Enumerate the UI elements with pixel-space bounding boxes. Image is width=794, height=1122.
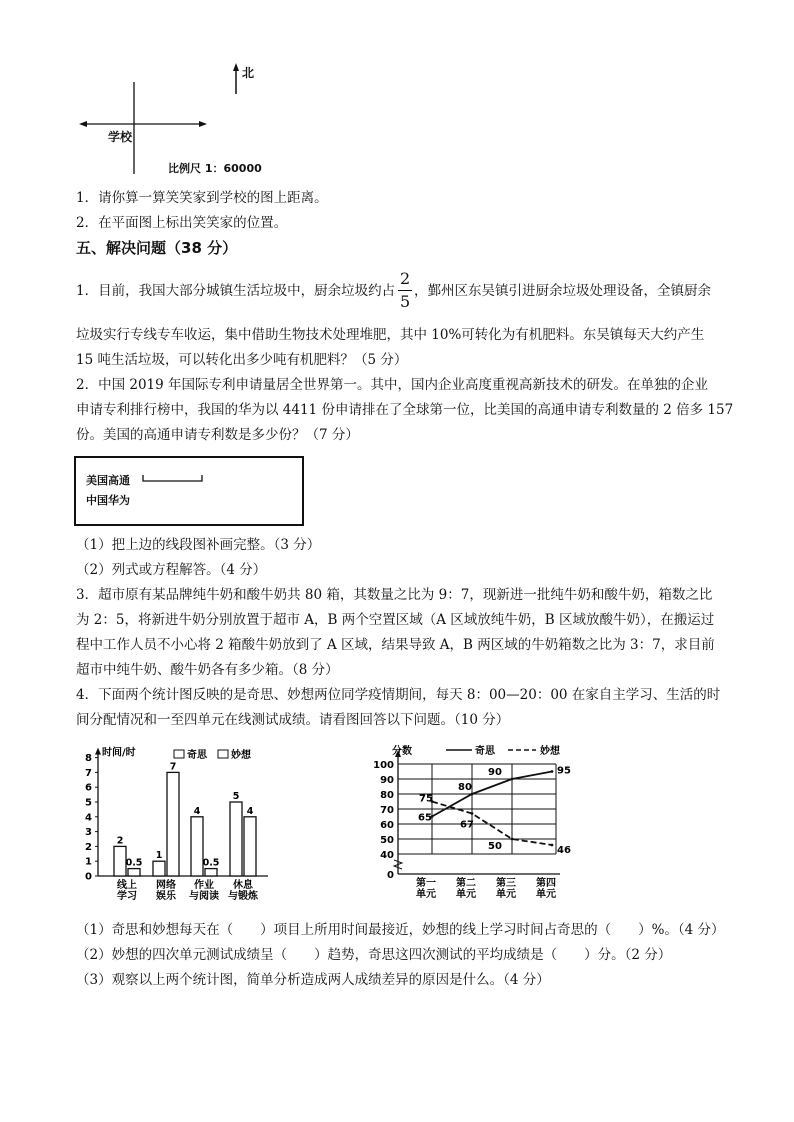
y-axis-label: 分数: [392, 746, 412, 757]
line-diagram-box: [74, 456, 304, 526]
fraction-numerator: 2: [400, 269, 411, 288]
bar-qisi: [191, 817, 203, 876]
y-tick-label: 0: [85, 871, 92, 883]
q2-line-2: 申请专利排行榜中，我国的华为以 4411 份申请排在了全球第一位，比美国的高通申请专利数量的 2 倍多 157: [76, 402, 734, 418]
bar-qisi: [230, 802, 242, 876]
y-tick-label: 7: [85, 767, 92, 779]
q2-sub-1: （1）把上边的线段图补画完整。（3 分）: [76, 537, 321, 553]
q4-sub-3: （3）观察以上两个统计图，简单分析造成两人成绩差异的原因是什么。（4 分）: [76, 972, 550, 988]
legend-label-qisi: 奇思: [475, 746, 495, 757]
data-label: 90: [488, 767, 502, 778]
q4-line-1: 4．下面两个统计图反映的是奇思、妙想两位同学疫情期间，每天 8：00—20：00 在家自主学习、生活的时: [76, 687, 721, 703]
legend-label-miaoxiang: 妙想: [231, 750, 251, 761]
data-point-qisi: [471, 793, 474, 796]
data-label: 80: [458, 782, 472, 793]
x-category-label: 作业: [194, 880, 214, 891]
north-arrow-icon: [233, 63, 239, 71]
data-point-miaoxiang: [471, 812, 474, 815]
y-tick-label: 100: [373, 760, 394, 771]
bar-value-label: 0.5: [125, 857, 143, 869]
legend-swatch-miaoxiang: [218, 750, 228, 758]
y-tick-label: 5: [85, 797, 92, 809]
data-label: 75: [419, 793, 433, 805]
x-category-label: 学习: [117, 891, 137, 902]
y-tick-label: 40: [380, 850, 394, 861]
legend-label-qisi: 奇思: [187, 750, 207, 761]
q3-line-3: 程中工作人员不小心将 2 箱酸牛奶放到了 A 区域，结果导致 A，B 两区域的牛奶箱数之比为 3：7，求目前: [76, 637, 715, 653]
x-category-label: 网络: [156, 880, 176, 891]
q4-sub-1: （1）奇思和妙想每天在（ ）项目上所用时间最接近，妙想的线上学习时间占奇思的（ ）%。（4 分）: [76, 922, 725, 938]
y-tick-label: 50: [380, 835, 394, 846]
bar-value-label: 1: [155, 850, 163, 862]
x-category-label: 第四: [536, 878, 556, 889]
map-question-2: 2．在平面图上标出笑笑家的位置。: [76, 215, 288, 231]
y-tick-label: 8: [85, 753, 92, 765]
box-label-qualcomm: 美国高通: [86, 474, 130, 487]
x-category-label: 休息: [233, 880, 253, 891]
x-category-label: 线上: [117, 880, 137, 891]
qualcomm-segment: [140, 472, 210, 486]
bar-value-label: 5: [232, 791, 240, 802]
x-category-label: 第二: [456, 878, 476, 889]
x-category-label: 第一: [416, 878, 436, 889]
q1-line-3: 15 吨生活垃圾，可以转化出多少吨有机肥料？（5 分）: [76, 352, 408, 368]
school-label: 学校: [108, 130, 133, 144]
q1-part-b: ，鄞州区东吴镇引进厨余垃圾处理设备，全镇厨余: [414, 283, 711, 299]
q4-sub-2: （2）妙想的四次单元测试成绩呈（ ）趋势，奇思这四次测试的平均成绩是（ ）分。（2 分）: [76, 947, 672, 963]
q3-line-4: 超市中纯牛奶、酸牛奶各有多少箱。（8 分）: [76, 662, 339, 678]
y-axis-arrow-icon: [95, 748, 101, 755]
bar-value-label: 7: [169, 761, 177, 773]
bar-qisi: [114, 846, 126, 876]
q1-line-2: 垃圾实行专线专车收运，集中借助生物技术处理堆肥，其中 10%可转化为有机肥料。东吴镇每天大约产生: [76, 327, 705, 343]
bar-value-label: 2: [116, 835, 124, 847]
data-label: 46: [557, 845, 571, 856]
data-point-qisi: [511, 778, 514, 781]
q1-part-a: 1．目前，我国大部分城镇生活垃圾中，厨余垃圾约占: [76, 283, 396, 299]
line-chart: [360, 742, 582, 900]
q4-line-2: 间分配情况和一至四单元在线测试成绩。请看图回答以下问题。（10 分）: [76, 712, 510, 728]
section-title: 五、解决问题（38 分）: [76, 239, 238, 257]
q2-line-3: 份。美国的高通申请专利数是多少份？（7 分）: [76, 427, 359, 443]
box-label-huawei: 中国华为: [86, 494, 130, 507]
data-label: 67: [460, 819, 474, 831]
x-category-label: 单元: [496, 889, 516, 900]
x-category-label: 单元: [416, 889, 436, 900]
q2-line-1: 2．中国 2019 年国际专利申请量居全世界第一。其中，国内企业高度重视高新技术的研发。在单独的企业: [76, 377, 709, 393]
legend-swatch-qisi: [174, 750, 184, 758]
q2-sub-2: （2）列式或方程解答。（4 分）: [76, 562, 267, 578]
y-tick-label: 0: [387, 870, 394, 881]
x-category-label: 单元: [456, 889, 476, 900]
data-label: 95: [557, 765, 571, 777]
bar-value-label: 0.5: [202, 857, 220, 869]
data-label: 65: [418, 812, 432, 824]
q3-line-1: 3．超市原有某品牌纯牛奶和酸牛奶共 80 箱，其数量之比为 9：7，现新进一批纯牛奶和酸牛奶，箱数之比: [76, 587, 713, 603]
bar-miaoxiang: [167, 772, 179, 876]
y-tick-label: 90: [380, 775, 394, 786]
x-category-label: 与阅读: [189, 891, 219, 902]
series-line-miaoxiang: [432, 802, 552, 846]
y-tick-label: 6: [85, 782, 92, 794]
y-tick-label: 1: [85, 856, 92, 868]
legend-label-miaoxiang: 妙想: [540, 746, 560, 757]
x-category-label: 第三: [496, 878, 516, 889]
bar-miaoxiang: [205, 869, 217, 876]
fraction-denominator: 5: [400, 292, 411, 311]
axis-break-icon: [394, 860, 402, 869]
bar-value-label: 4: [193, 805, 201, 817]
bar-miaoxiang: [128, 869, 140, 876]
fraction-bar: [398, 290, 412, 291]
arrow-right-icon: [199, 121, 207, 127]
bar-chart: [78, 742, 278, 902]
x-category-label: 娱乐: [156, 891, 176, 902]
y-tick-label: 3: [85, 827, 92, 839]
q3-line-2: 为 2：5，将新进牛奶分别放置于超市 A，B 两个空置区域（A 区域放纯牛奶，B 区域放酸牛奶），在搬运过: [76, 612, 715, 628]
map-question-1: 1．请你算一算笑笑家到学校的图上距离。: [76, 190, 328, 206]
arrow-left-icon: [79, 121, 87, 127]
data-label: 50: [488, 841, 502, 852]
y-tick-label: 70: [380, 805, 394, 816]
y-tick-label: 60: [380, 820, 394, 831]
bar-value-label: 4: [246, 805, 254, 817]
x-category-label: 单元: [536, 889, 556, 900]
data-point-qisi: [551, 770, 554, 773]
data-point-miaoxiang: [551, 844, 554, 847]
north-label: 北: [242, 66, 255, 80]
y-tick-label: 4: [85, 812, 92, 824]
x-category-label: 与锻炼: [228, 891, 258, 902]
y-tick-label: 2: [85, 841, 92, 853]
scale-label: 比例尺 1：60000: [168, 162, 262, 175]
y-tick-label: 80: [380, 790, 394, 801]
bar-qisi: [153, 861, 165, 876]
y-axis-label: 时间/时: [102, 747, 136, 759]
bar-miaoxiang: [244, 817, 256, 876]
data-point-miaoxiang: [511, 838, 514, 841]
